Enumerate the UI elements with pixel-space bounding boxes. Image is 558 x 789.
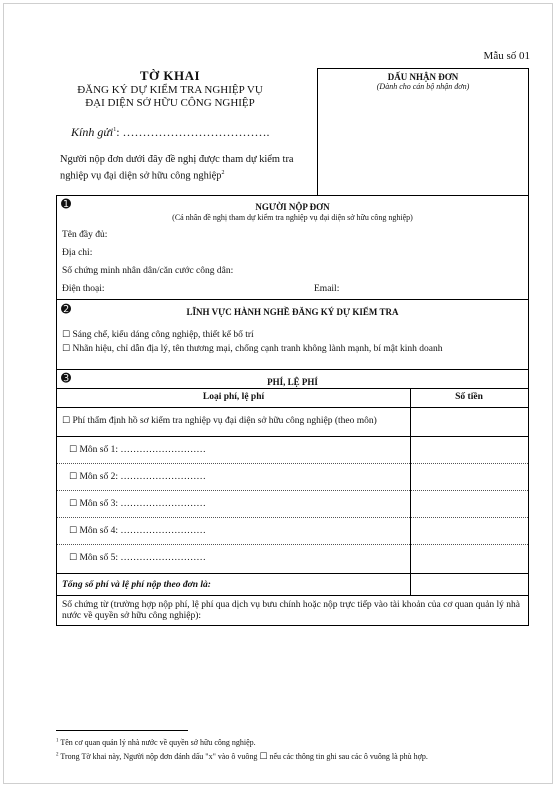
intro-text	[60, 153, 322, 182]
column-divider	[410, 388, 411, 596]
form-title: TỜ KHAI	[139, 68, 201, 83]
row-divider	[57, 490, 528, 491]
subject-row[interactable]	[69, 472, 206, 482]
divider	[57, 436, 528, 437]
receipt-number-field[interactable]: Số chứng từ (trường hợp nộp phí, lệ phí qua dịch vụ bưu chính hoặc nộp trực tiếp vào tài khoản của cơ quan quản lý nhà nước về quyền sở hữu công nghiệp):	[62, 600, 520, 621]
greeting-recipient-blank: : ……………………………….	[116, 125, 270, 139]
subject-label: Môn số 4: ………………………	[79, 526, 206, 536]
checkbox-icon[interactable]: ☐	[69, 445, 78, 455]
footnote-2-text-b: nếu các thông tin ghi sau các ô vuông là phù hợp.	[269, 752, 428, 761]
total-fee-label: Tổng số phí và lệ phí nộp theo đơn là:	[62, 580, 211, 590]
email-field[interactable]: Email:	[314, 284, 340, 294]
field-option-patent[interactable]	[62, 330, 254, 340]
checkbox-icon[interactable]: ☐	[69, 553, 78, 563]
row-divider	[57, 544, 528, 545]
divider	[57, 388, 528, 389]
row-divider	[57, 463, 528, 464]
checkbox-icon[interactable]: ☐	[62, 344, 71, 354]
footnote-2-text-a: Trong Tờ khai này, Người nộp đơn đánh dấu "x" vào ô vuông	[60, 752, 258, 761]
section3-number: ➌	[61, 371, 72, 385]
footnote-2-number: 2	[56, 752, 59, 758]
form-table	[56, 195, 529, 626]
fee-main-label: Phí thẩm định hồ sơ kiểm tra nghiệp vụ đại diện sở hữu công nghiệp (theo môn)	[72, 416, 377, 426]
subject-label: Môn số 5: ………………………	[79, 553, 206, 563]
greeting	[71, 125, 270, 140]
stamp-note: (Dành cho cán bộ nhận đơn)	[376, 82, 470, 91]
intro-text-body: Người nộp đơn dưới đây đề nghị được tham dự kiểm tra nghiệp vụ đại diện sở hữu công nghiệp	[60, 154, 294, 181]
footnote-separator	[56, 730, 188, 731]
fee-main-row[interactable]	[62, 416, 377, 426]
checkbox-icon: ☐	[259, 752, 268, 762]
subject-row[interactable]	[69, 445, 206, 455]
stamp-box	[317, 68, 529, 196]
subject-row[interactable]	[69, 553, 206, 563]
title-block	[46, 68, 294, 110]
greeting-label: Kính gửi	[71, 125, 114, 139]
divider	[57, 369, 528, 370]
form-subtitle-line1: ĐĂNG KÝ DỰ KIỂM TRA NGHIỆP VỤ	[77, 84, 263, 96]
form-code: Mẫu số 01	[483, 50, 530, 62]
checkbox-icon[interactable]: ☐	[62, 330, 71, 340]
section1-number: ➊	[61, 197, 72, 211]
address-field[interactable]: Địa chỉ:	[62, 248, 93, 258]
form-subtitle-line2: ĐẠI DIỆN SỞ HỮU CÔNG NGHIỆP	[85, 97, 255, 109]
field-option-trademark[interactable]	[62, 344, 443, 354]
subject-row[interactable]	[69, 526, 206, 536]
subject-label: Môn số 3: ………………………	[79, 499, 206, 509]
row-divider	[57, 517, 528, 518]
section3-title: PHÍ, LỆ PHÍ	[267, 377, 318, 387]
divider	[57, 407, 528, 408]
footnote-1-number: 1	[56, 738, 59, 744]
divider	[57, 299, 528, 300]
checkbox-icon[interactable]: ☐	[62, 416, 71, 426]
id-number-field[interactable]: Số chứng minh nhân dân/căn cước công dân:	[62, 266, 234, 276]
col-header-amount: Số tiền	[455, 392, 483, 402]
footnote-1-text: Tên cơ quan quản lý nhà nước về quyền sở hữu công nghiệp.	[60, 738, 256, 747]
checkbox-icon[interactable]: ☐	[69, 472, 78, 482]
greeting-footnote-ref: 1	[113, 127, 117, 133]
option-trademark-label: Nhãn hiệu, chỉ dẫn địa lý, tên thương mại, chống cạnh tranh không lành mạnh, bí mật kinh doanh	[72, 344, 443, 354]
stamp-title: DẤU NHẬN ĐƠN	[387, 72, 459, 82]
divider	[57, 595, 528, 596]
subject-row[interactable]	[69, 499, 206, 509]
full-name-field[interactable]: Tên đầy đủ:	[62, 230, 108, 240]
section1-title: NGƯỜI NỘP ĐƠN	[255, 202, 330, 212]
footnote-1	[56, 738, 256, 747]
checkbox-icon[interactable]: ☐	[69, 526, 78, 536]
section1-note: (Cá nhân đề nghị tham dự kiểm tra nghiệp vụ đại diện sở hữu công nghiệp)	[172, 213, 413, 222]
footnote-2	[56, 752, 428, 762]
subject-label: Môn số 1: ………………………	[79, 445, 206, 455]
section2-number: ➋	[61, 302, 72, 316]
phone-field[interactable]: Điện thoại:	[62, 284, 105, 294]
subject-label: Môn số 2: ………………………	[79, 472, 206, 482]
intro-footnote-ref: 2	[221, 169, 225, 176]
checkbox-icon[interactable]: ☐	[69, 499, 78, 509]
divider	[57, 573, 528, 574]
option-patent-label: Sáng chế, kiểu dáng công nghiệp, thiết kế bố trí	[72, 330, 254, 340]
section2-title: LĨNH VỰC HÀNH NGHỀ ĐĂNG KÝ DỰ KIỂM TRA	[186, 307, 399, 317]
col-header-fee-type: Loại phí, lệ phí	[202, 392, 265, 402]
